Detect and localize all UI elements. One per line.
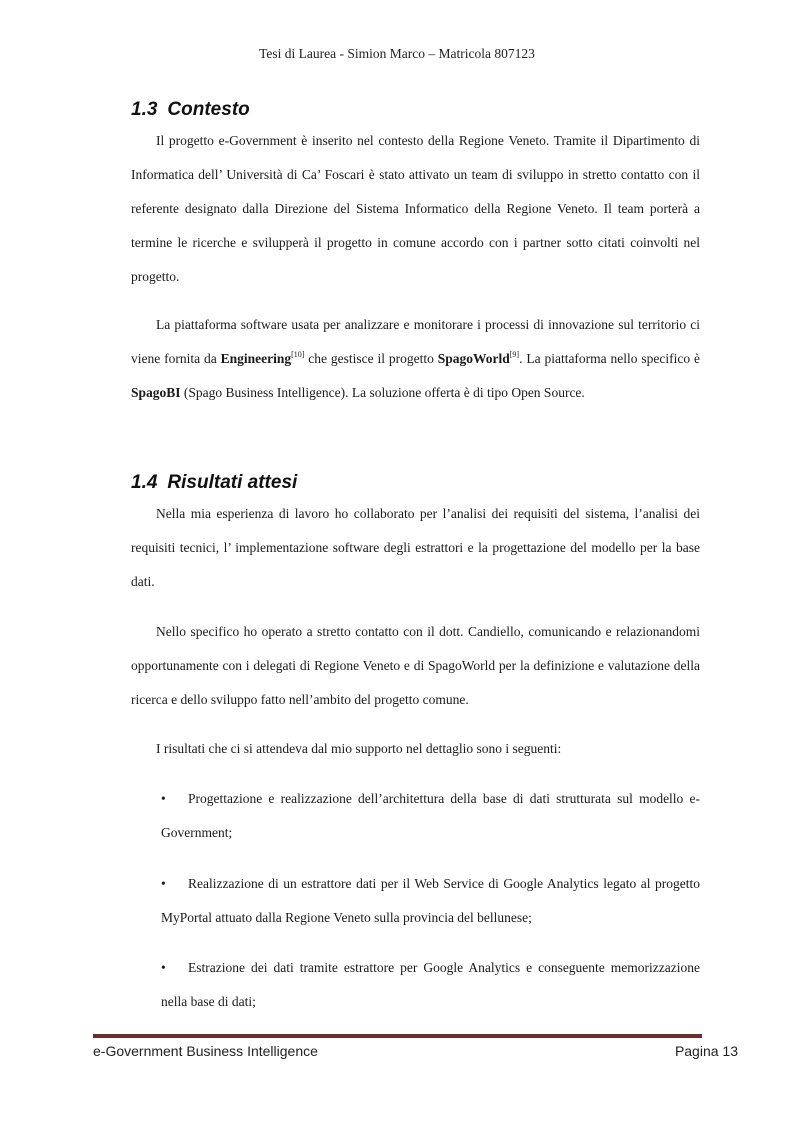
list-item-text: Realizzazione di un estrattore dati per il Web Service di Google Analytics legato al progetto MyPortal attuato dalla Regione Veneto sulla provincia del bellunese; — [161, 876, 700, 925]
bold-spagoworld: SpagoWorld — [437, 351, 510, 366]
list-item — [161, 782, 700, 850]
bullet-icon: • — [161, 876, 166, 891]
bold-engineering: Engineering — [220, 351, 292, 366]
paragraph-contesto-1: Il progetto e-Government è inserito nel contesto della Regione Veneto. Tramite il Dipartimento di Informatica dell’ Università di Ca’ Foscari è stato attivato un team di sviluppo in stretto contatto con il referente designato dalla Direzione del Sistema Informatico della Regione Veneto. Il team porterà a termine le ricerche e svilupperà il progetto in comune accordo con i partner sotto citati coinvolti nel progetto. — [131, 133, 700, 284]
section-number: 1.4 — [131, 472, 158, 493]
paragraph-risultati-3: I risultati che ci si attendeva dal mio supporto nel dettaglio sono i seguenti: — [156, 741, 562, 756]
list-item-text: Progettazione e realizzazione dell’architettura della base di dati strutturata sul modello e-Government; — [161, 791, 700, 840]
page-header: Tesi di Laurea - Simion Marco – Matricola 807123 — [259, 46, 535, 61]
bold-spagobi: SpagoBI — [131, 385, 181, 400]
text-run: (Spago Business Intelligence). La soluzione offerta è di tipo Open Source. — [180, 385, 585, 400]
text-run: che gestisce il progetto — [304, 351, 438, 366]
section-title: Risultati attesi — [167, 472, 298, 493]
footer-divider — [93, 1034, 702, 1038]
text-run: La piattaforma software usata per analizzare e monitorare i processi di innovazione sul territorio ci viene fornita da — [131, 317, 700, 366]
paragraph-risultati-2: Nello specifico ho operato a stretto contatto con il dott. Candiello, comunicando e relazionandomi opportunamente con i delegati di Regione Veneto e di SpagoWorld per la definizione e valutazione della ricerca e dello sviluppo fatto nell’ambito del progetto comune. — [131, 624, 700, 707]
bullet-icon: • — [161, 791, 166, 806]
paragraph-contesto-2 — [131, 308, 700, 410]
list-item — [161, 951, 700, 1019]
text-run: . La piattaforma nello specifico è — [519, 351, 700, 366]
section-title: Contesto — [167, 99, 250, 120]
list-item — [161, 867, 700, 935]
section-heading-contesto — [131, 99, 250, 121]
section-number: 1.3 — [131, 99, 158, 120]
footer-title: e-Government Business Intelligence — [93, 1043, 318, 1059]
citation-ref: [10] — [291, 350, 305, 359]
section-heading-risultati — [131, 472, 297, 494]
citation-ref: [9] — [509, 350, 520, 359]
paragraph-risultati-1: Nella mia esperienza di lavoro ho collaborato per l’analisi dei requisiti del sistema, l’analisi dei requisiti tecnici, l’ implementazione software degli estrattori e la progettazione del modello per la base dati. — [131, 506, 700, 589]
list-item-text: Estrazione dei dati tramite estrattore per Google Analytics e conseguente memorizzazione nella base di dati; — [161, 960, 700, 1009]
bullet-icon: • — [161, 960, 166, 975]
page-number: Pagina 13 — [674, 1043, 738, 1059]
